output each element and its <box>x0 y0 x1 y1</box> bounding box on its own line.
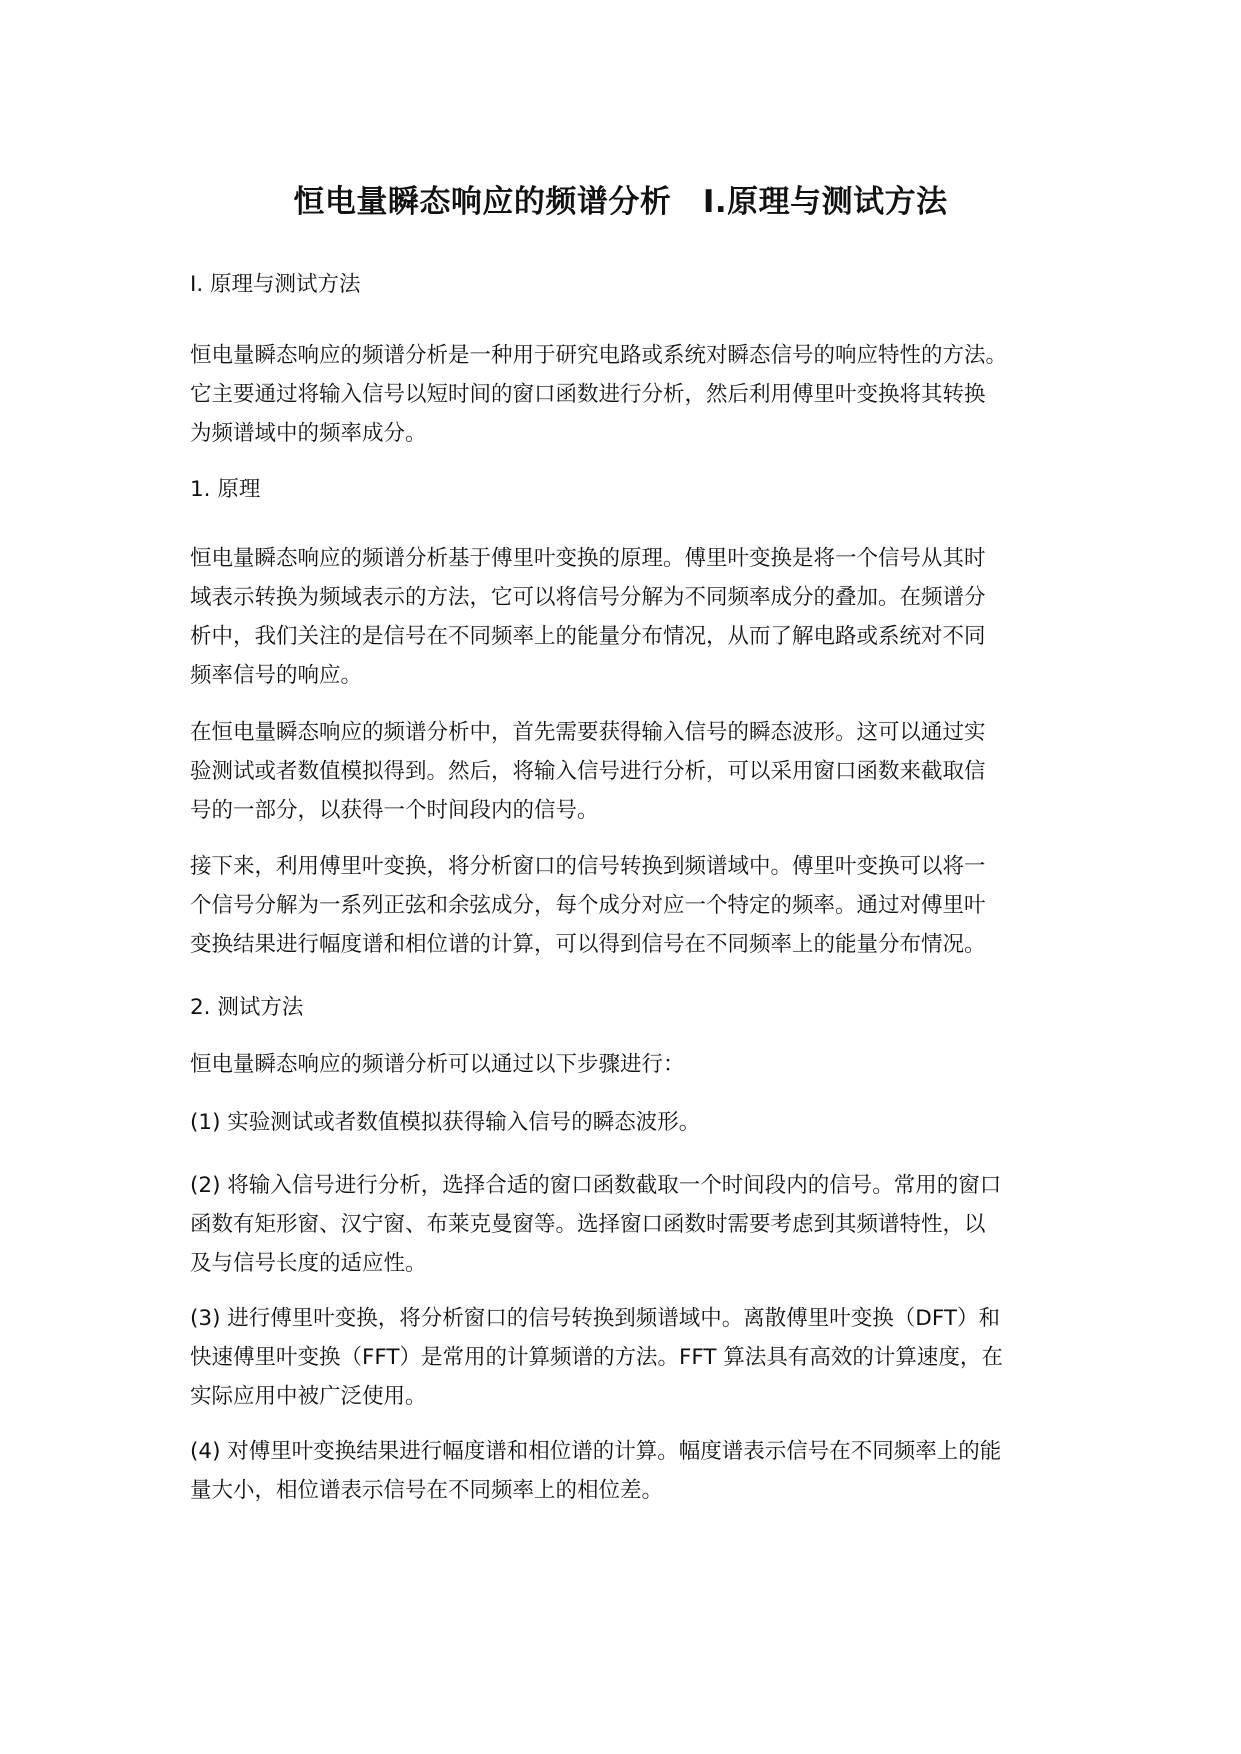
method-heading: 2. 测试方法 <box>190 995 304 1020</box>
paragraph-line: 域表示转换为频域表示的方法，它可以将信号分解为不同频率成分的叠加。在频谱分 <box>190 585 986 610</box>
paragraph-line: 在恒电量瞬态响应的频谱分析中，首先需要获得输入信号的瞬态波形。这可以通过实 <box>190 720 986 745</box>
paragraph-line: 验测试或者数值模拟得到。然后，将输入信号进行分析，可以采用窗口函数来截取信 <box>190 759 986 784</box>
section-heading: Ⅰ. 原理与测试方法 <box>190 272 361 297</box>
step-line: (1) 实验测试或者数值模拟获得输入信号的瞬态波形。 <box>190 1110 701 1135</box>
intro-paragraph <box>190 336 1060 453</box>
step-line: (2) 将输入信号进行分析，选择合适的窗口函数截取一个时间段内的信号。常用的窗口 <box>190 1173 1002 1198</box>
paragraph-line: 恒电量瞬态响应的频谱分析基于傅里叶变换的原理。傅里叶变换是将一个信号从其时 <box>190 546 986 571</box>
document-title: 恒电量瞬态响应的频谱分析 Ⅰ.原理与测试方法 <box>293 184 948 220</box>
step-line: 函数有矩形窗、汉宁窗、布莱克曼窗等。选择窗口函数时需要考虑到其频谱特性，以 <box>190 1212 986 1237</box>
paragraph-line: 接下来，利用傅里叶变换，将分析窗口的信号转换到频谱域中。傅里叶变换可以将一 <box>190 854 986 879</box>
paragraph-line: 个信号分解为一系列正弦和余弦成分，每个成分对应一个特定的频率。通过对傅里叶 <box>190 893 986 918</box>
principle-heading: 1. 原理 <box>190 477 261 502</box>
paragraph-line: 号的一部分，以获得一个时间段内的信号。 <box>190 798 599 823</box>
step-2 <box>190 1166 1060 1283</box>
step-line: 量大小，相位谱表示信号在不同频率上的相位差。 <box>190 1478 664 1503</box>
intro-line: 恒电量瞬态响应的频谱分析是一种用于研究电路或系统对瞬态信号的响应特性的方法。 <box>190 343 1008 368</box>
principle-paragraph-3 <box>190 847 1060 964</box>
step-line: (3) 进行傅里叶变换，将分析窗口的信号转换到频谱域中。离散傅里叶变换（DFT）和 <box>190 1306 1000 1331</box>
step-line: 快速傅里叶变换（FFT）是常用的计算频谱的方法。FFT 算法具有高效的计算速度，在 <box>190 1345 1003 1370</box>
principle-paragraph-1 <box>190 539 1060 695</box>
intro-line: 为频谱域中的频率成分。 <box>190 421 427 446</box>
step-line: 实际应用中被广泛使用。 <box>190 1384 427 1409</box>
step-line: (4) 对傅里叶变换结果进行幅度谱和相位谱的计算。幅度谱表示信号在不同频率上的能 <box>190 1439 1002 1464</box>
step-line: 及与信号长度的适应性。 <box>190 1251 427 1276</box>
paragraph-line: 变换结果进行幅度谱和相位谱的计算，可以得到信号在不同频率上的能量分布情况。 <box>190 932 986 957</box>
paragraph-line: 析中，我们关注的是信号在不同频率上的能量分布情况，从而了解电路或系统对不同 <box>190 624 986 649</box>
paragraph-line: 频率信号的响应。 <box>190 663 363 688</box>
step-3 <box>190 1299 1060 1416</box>
method-intro: 恒电量瞬态响应的频谱分析可以通过以下步骤进行： <box>190 1052 685 1077</box>
intro-line: 它主要通过将输入信号以短时间的窗口函数进行分析，然后利用傅里叶变换将其转换 <box>190 382 986 407</box>
step-4 <box>190 1432 1060 1510</box>
step-1 <box>190 1103 1060 1142</box>
principle-paragraph-2 <box>190 713 1060 830</box>
